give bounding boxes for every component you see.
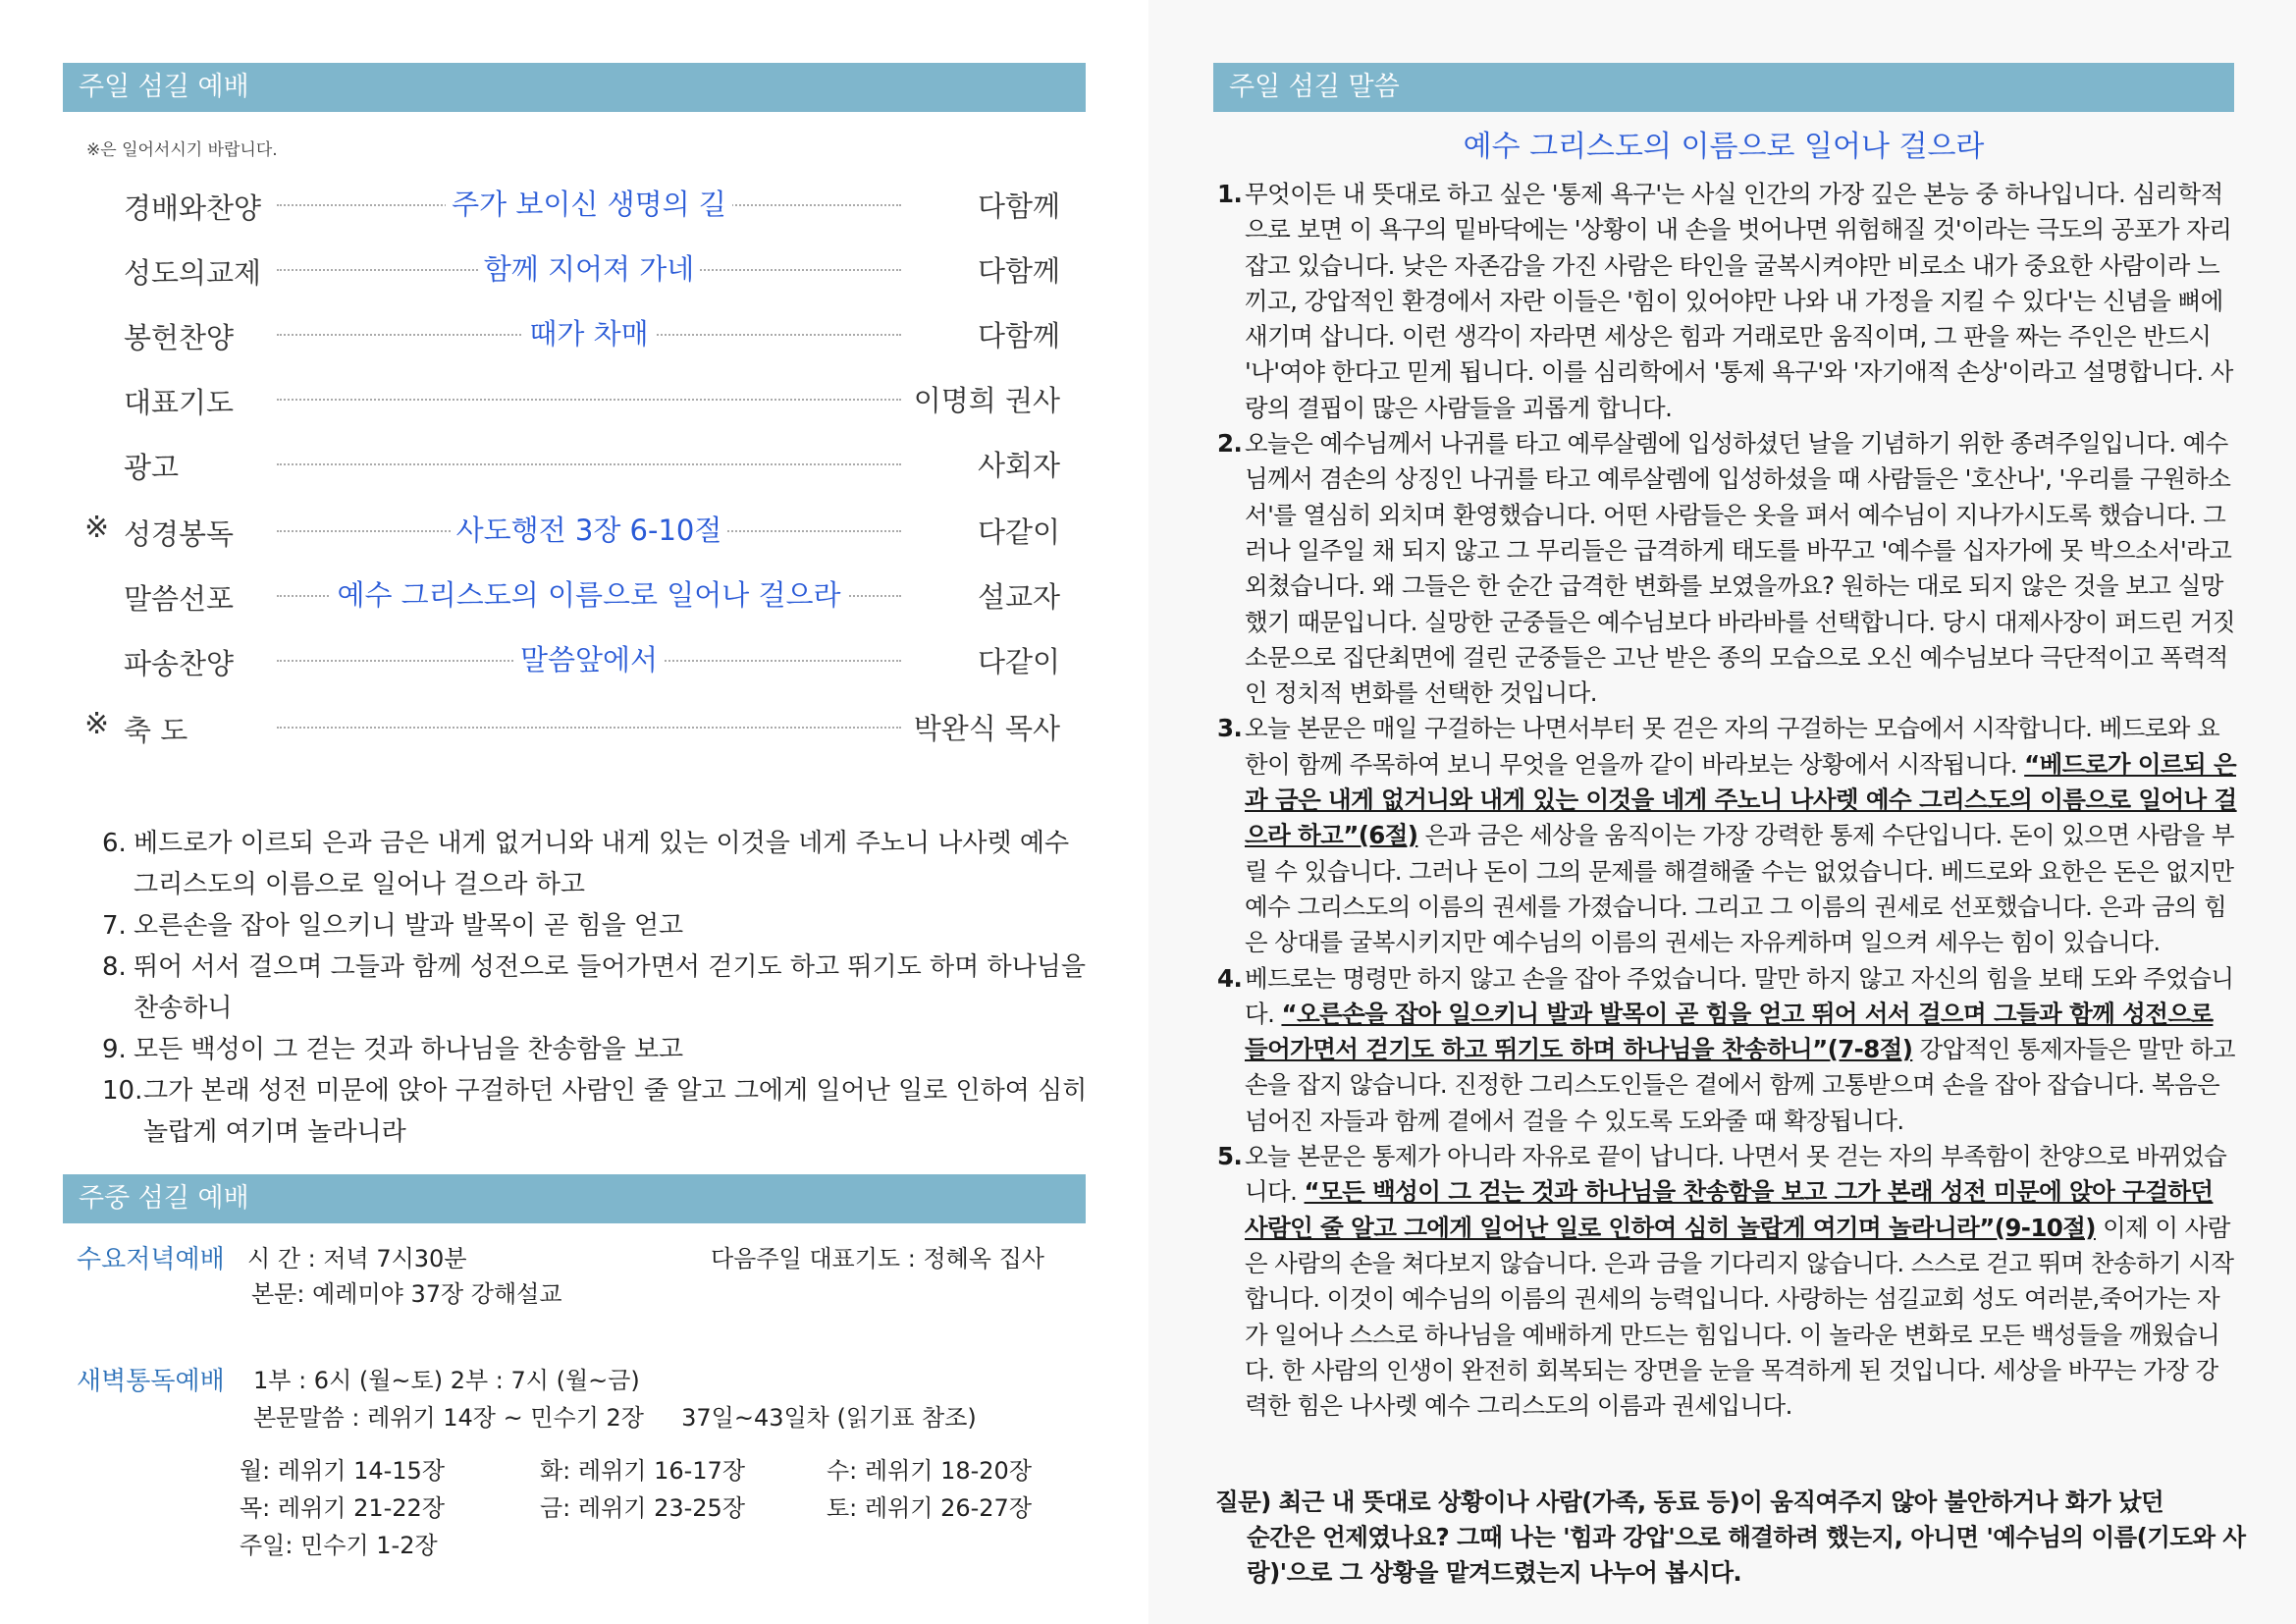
schedule-item: 목: 레위기 21-22장 [240,1494,446,1522]
order-item-label: 성도의교제 [124,256,262,290]
order-item-label: 대표기도 [124,386,235,419]
wednesday-label: 수요저녁예배 [77,1245,225,1274]
order-item-leader: 다함께 [977,319,1060,352]
verse-line: 놀랍게 여기며 놀라니라 [143,1117,406,1147]
dotted-leader [277,399,901,401]
order-row [0,244,1090,293]
midweek-worship-title: 주중 섬길 예배 [79,1183,249,1214]
order-row [0,634,1090,683]
verse-number: 6. [102,829,127,858]
sunday-worship-header [63,63,1086,112]
point-number: 3. [1217,714,1243,743]
schedule-item: 수: 레위기 18-20장 [827,1457,1033,1485]
verse [102,905,1113,947]
order-item-label: 광고 [124,451,180,484]
order-item-label: 축 도 [124,714,188,747]
verse-line: 그리스도의 이름으로 일어나 걸으라 하고 [133,870,586,899]
scripture-quote: “오른손을 잡아 일으키니 발과 발목이 곧 힘을 얻고 뛰어 서서 걸으며 그들과 함께 성전으로 들어가면서 걷기도 하고 뛰기도 하며 하나님을 찬송하니”(7-8절) [1245,999,2214,1064]
sermon-section-header [1213,63,2234,112]
point-text: 오늘 본문은 매일 구걸하는 나면서부터 못 걷은 자의 구걸하는 모습에서 시작합니다. 베드로와 요한이 함께 주목하여 보니 무엇을 얻을까 같이 바라보는 상황에서 시작됩니다. [1245,714,2220,779]
order-item-leader: 다같이 [977,515,1060,549]
sermon-point [1217,177,2238,426]
order-item-label: 성경봉독 [124,517,235,551]
point-text: 은과 금은 세상을 움직이는 가장 강력한 통제 수단입니다. 돈이 있으면 사람을 부릴 수 있습니다. 그러나 돈이 그의 문제를 해결해줄 수는 없었습니다. 베드로와 요한은 돈은 없지만 예수 그리스도의 이름의 권세를 가졌습니다. 그리고 그 이름의 권세로 선포했습니다. 은과 금의 힘은 상대를 굴복시키지만 예수님의 이름의 권세는 자유케하며 일으켜 세우는 힘이 있습니다. [1245,821,2235,957]
verse-number: 10. [102,1076,143,1106]
order-row [0,373,1090,422]
point-number: 1. [1217,180,1243,208]
order-row [0,569,1090,619]
order-item-leader: 박완식 목사 [913,712,1060,745]
sermon-section-title: 주일 섬길 말씀 [1229,72,1400,102]
sermon-title: 예수 그리스도의 이름으로 일어나 걸으라 [1463,130,1985,164]
order-item-title: 사도행전 3장 6-10절 [451,509,728,549]
schedule-item: 월: 레위기 14-15장 [240,1457,446,1485]
order-item-content [277,312,901,352]
point-number: 4. [1217,963,1243,993]
sermon-point [1217,1139,2238,1424]
verse-line: 뛰어 서서 걸으며 그들과 함께 성전으로 들어가면서 걷기도 하고 뛰기도 하며 하나님을 찬송하니 [133,952,1086,1023]
order-item-content [277,247,901,288]
order-item-label: 파송찬양 [124,647,235,680]
verse-line: 그가 본래 성전 미문에 앉아 구걸하던 사람인 줄 알고 그에게 일어난 일로 인하여 심히 [143,1076,1088,1106]
verse [102,1070,1113,1153]
point-number: 2. [1217,429,1243,459]
verse [102,823,1113,905]
scripture-quote: “모든 백성이 그 걷는 것과 하나님을 찬송함을 보고 그가 본래 성전 미문에 앉아 구걸하던 사람인 줄 알고 그에게 일어난 일로 인하여 심히 놀랍게 여기며 놀라니라”(9-10절) [1245,1177,2214,1242]
order-item-label: 경배와찬양 [124,191,262,225]
order-item-title: 함께 지어져 가네 [478,247,701,288]
order-row [0,308,1090,357]
order-row [0,701,1090,750]
order-item-leader: 설교자 [977,580,1060,614]
wednesday-text: 본문: 예레미야 37장 강해설교 [251,1280,562,1308]
order-item-leader: 다함께 [977,254,1060,288]
schedule-item: 화: 레위기 16-17장 [540,1457,746,1485]
verse-number: 7. [102,911,127,941]
order-item-label: 말씀선포 [124,582,235,616]
verse [102,947,1113,1029]
point-text: 이제 이 사람은 사람의 손을 쳐다보지 않습니다. 은과 금을 기다리지 않습니다. 스스로 걷고 뛰며 찬송하기 시작합니다. 이것이 예수님의 이름의 권세의 능력입니다. 사랑하는 섬길교회 성도 여러분,죽어가는 자가 일어나 스스로 하나님을 예배하게 만드는 힘입니다. 이 놀라운 변화로 모든 백성들을 깨웠습니다. 한 사람의 인생이 완전히 회복되는 장면을 눈을 목격하게 된 것입니다. 세상을 바꾸는 가장 강력한 힘은 나사렛 예수 그리스도의 이름과 권세입니다. [1245,1213,2234,1421]
standing-mark: ※ [84,511,110,545]
order-item-content [277,638,901,678]
verse-line: 베드로가 이르되 은과 금은 내게 없거니와 내게 있는 이것을 네게 주노니 나사렛 예수 [133,829,1070,858]
order-item-leader: 사회자 [977,449,1060,482]
sermon-point [1217,711,2238,960]
dawn-text: 본문말씀 : 레위기 14장 ~ 민수기 2장 37일~43일차 (읽기표 참조) [253,1404,977,1432]
point-text: 오늘은 예수님께서 나귀를 타고 예루살렘에 입성하셨던 날을 기념하기 위한 종려주일입니다. 예수님께서 겸손의 상징인 나귀를 타고 예루살렘에 입성하셨을 때 사람들은 '호산나', '우리를 구원하소서'를 열심히 외치며 환영했습니다. 어떤 사람들은 옷을 펴서 예수님이 지나가시도록 했습니다. 그러나 일주일 채 되지 않고 그 무리들은 급격하게 태도를 바꾸고 '예수를 십자가에 못 박으소서'라고 외쳤습니다. 왜 그들은 한 순간 급격한 변화를 보였을까요? 원하는 대로 되지 않은 것을 보고 실망했기 때문입니다. 실망한 군중들은 예수님보다 바라바를 선택합니다. 당시 대제사장이 퍼드린 거짓소문으로 집단최면에 걸린 군중들은 고난 받은 종의 모습으로 오신 예수님보다 극단적이고 폭력적인 정치적 변화를 선택한 것입니다. [1245,429,2235,708]
wednesday-next-prayer: 다음주일 대표기도 : 정혜옥 집사 [711,1245,1044,1272]
verse-number: 8. [102,952,127,982]
point-text: 강압적인 통제자들은 말만 하고 손을 잡지 않습니다. 진정한 그리스도인들은 곁에서 함께 고통받으며 손을 잡아 잡습니다. 복음은 넘어진 자들과 함께 곁에서 걸을 수 있도록 도와줄 때 확장됩니다. [1245,1035,2235,1135]
order-item-leader: 이명희 권사 [913,384,1060,417]
schedule-item: 토: 레위기 26-27장 [827,1494,1033,1522]
midweek-worship-header [63,1174,1086,1223]
order-item-title: 주가 보이신 생명의 길 [446,183,732,223]
order-item-leader: 다함께 [977,189,1060,223]
order-item-title: 예수 그리스도의 이름으로 일어나 걸으라 [331,573,846,614]
question-line-2: 순간은 언제였나요? 그때 나는 '힘과 강압'으로 해결하려 했는지, 아니면 '예수님의 이름(기도와 사랑)'으로 그 상황을 맡겨드렸는지 나누어 봅시다. [1247,1523,2246,1587]
order-row [0,438,1090,487]
point-text: 무엇이든 내 뜻대로 하고 싶은 '통제 욕구'는 사실 인간의 가장 깊은 본능 중 하나입니다. 심리학적으로 보면 이 욕구의 밑바닥에는 '상황이 내 손을 벗어나면 위험해질 것'이라는 극도의 공포가 자리 잡고 있습니다. 낮은 자존감을 가진 사람은 타인을 굴복시켜야만 비로소 내가 중요한 사람이라 느끼고, 강압적인 환경에서 자란 이들은 '힘이 있어야만 나와 내 가정을 지킬 수 있다'는 신념을 뼈에 새기며 삽니다. 이런 생각이 자라면 세상은 힘과 거래로만 움직이며, 그 판을 짜는 주인은 반드시 '나'여야 한다고 믿게 됩니다. 이를 심리학에서 '통제 욕구'와 '자기애적 손상'이라고 설명합니다. 사랑의 결핍이 많은 사람들을 괴롭게 합니다. [1245,180,2233,422]
scripture-verses [102,823,1113,1153]
verse-number: 9. [102,1035,127,1064]
dotted-leader [277,727,901,729]
point-text: 베드로는 명령만 하지 않고 손을 잡아 주었습니다. 말만 하지 않고 자신의 힘을 보태 도와 주었습니다. [1245,963,2234,1028]
order-item-content [277,573,901,614]
dawn-label: 새벽통독예배 [77,1367,225,1396]
dawn-sessions: 1부 : 6시 (월~토) 2부 : 7시 (월~금) [253,1367,640,1394]
wednesday-time: 시 간 : 저녁 7시30분 [247,1245,467,1272]
point-number: 5. [1217,1142,1243,1171]
sermon-point [1217,961,2238,1139]
order-row [0,505,1090,554]
verse-line: 모든 백성이 그 걷는 것과 하나님을 찬송함을 보고 [133,1035,684,1064]
standing-mark: ※ [84,707,110,741]
order-item-title: 말씀앞에서 [514,638,664,678]
order-item-label: 봉헌찬양 [124,321,235,354]
order-item-content [277,183,901,223]
question-line-1: 질문) 최근 내 뜻대로 상황이나 사람(가족, 동료 등)이 움직여주지 않아 불안하거나 화가 났던 [1215,1488,2164,1516]
point-text: 오늘 본문은 통제가 아니라 자유로 끝이 납니다. 나면서 못 걷는 자의 부족함이 찬양으로 바뀌었습니다. [1245,1142,2227,1207]
order-item-content [277,509,901,549]
verse-line: 오른손을 잡아 일으키니 발과 발목이 곧 힘을 얻고 [133,911,684,941]
schedule-item: 주일: 민수기 1-2장 [240,1532,438,1559]
order-item-leader: 다같이 [977,645,1060,678]
schedule-item: 금: 레위기 23-25장 [540,1494,746,1522]
dotted-leader [277,463,901,465]
verse [102,1029,1113,1070]
order-item-title: 때가 차매 [523,312,654,352]
scripture-quote: “베드로가 이르되 은과 금은 내게 없거니와 내게 있는 이것을 네게 주노니 나사렛 예수 그리스도의 이름으로 일어나 걸으라 하고”(6절) [1245,749,2237,850]
sunday-worship-title: 주일 섬길 예배 [79,72,249,102]
discussion-question [1215,1485,2246,1591]
sermon-points [1217,177,2238,1424]
standing-note: ※은 일어서시기 바랍니다. [86,140,278,160]
order-row [0,179,1090,228]
sermon-point [1217,426,2238,711]
